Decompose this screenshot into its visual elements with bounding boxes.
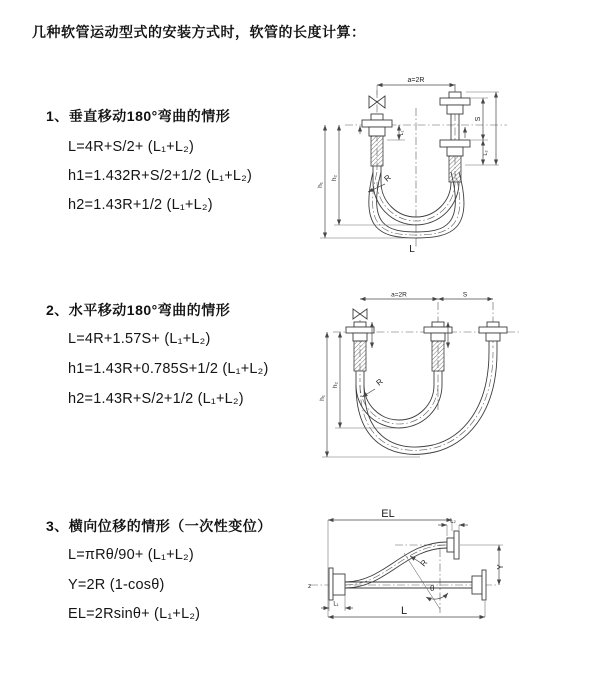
- left-hose-fitting: [346, 322, 374, 385]
- dim-label-s: S: [462, 291, 468, 299]
- radius-label: R: [374, 376, 385, 388]
- radius-label: R: [382, 172, 393, 184]
- dimension-length-l: [328, 601, 485, 617]
- dim-label-y: Y: [496, 564, 505, 570]
- hose-u-bend-position-a: [356, 385, 442, 428]
- section-2-formula-h1: h1=1.43R+0.785S+1/2 (L₁+L₂): [68, 361, 269, 377]
- radius-construction: [404, 553, 448, 609]
- section-3-formula-EL: EL=2Rsinθ+ (L₁+L₂): [68, 606, 201, 622]
- axis-mark-label: z: [308, 583, 312, 590]
- page-title: 几种软管运动型式的安装方式时，软管的长度计算：: [32, 24, 366, 40]
- section-3-formula-L: L=πRθ/90+ (L₁+L₂): [68, 547, 194, 563]
- dimension-l2: [483, 140, 489, 165]
- section-3-heading: 3、横向位移的情形（一次性变位）: [46, 518, 272, 534]
- dim-label-h1: h₁: [319, 395, 326, 401]
- section-2-formula-L: L=4R+1.57S+ (L₁+L₂): [68, 331, 211, 347]
- radius-label: R: [418, 558, 430, 569]
- length-label: L: [409, 244, 415, 255]
- left-flange: [329, 568, 345, 600]
- dimension-el: [328, 508, 452, 617]
- dimension-l2-top: [438, 519, 468, 537]
- angle-label: θ: [430, 584, 435, 593]
- dim-label-h2: h₂: [331, 174, 338, 182]
- dim-label-h1: h₁: [317, 182, 324, 188]
- upper-flange: [447, 531, 459, 559]
- dimension-a2r: [377, 77, 455, 95]
- section-1-formula-h2: h2=1.43R+1/2 (L₁+L₂): [68, 197, 213, 213]
- dim-label-l: L: [400, 605, 408, 617]
- right-hose-fitting-lower: [440, 140, 470, 182]
- dim-label-s: S: [475, 116, 482, 122]
- dim-label-l2-top: L₂: [450, 518, 456, 525]
- right-flange: [472, 570, 486, 600]
- dimension-a2r: [360, 292, 438, 300]
- dim-label-a2r: a=2R: [391, 291, 407, 299]
- section-1-formula-h1: h1=1.432R+S/2+1/2 (L₁+L₂): [68, 168, 253, 184]
- section-3-formula-Y: Y=2R (1-cosθ): [68, 577, 165, 593]
- dimension-stroke-s: [438, 292, 493, 300]
- dim-label-l2: L₂: [483, 150, 489, 156]
- dim-label-a2r: a=2R: [407, 77, 425, 84]
- dim-label-el: EL: [381, 508, 395, 520]
- dimension-l1-bottom: [321, 595, 353, 611]
- section-2-formula-h2: h2=1.43R+S/2+1/2 (L₁+L₂): [68, 391, 244, 407]
- axis-break-mark: [308, 583, 311, 590]
- hose-u-bend-position-b: [356, 352, 497, 454]
- curved-hose-position: [345, 542, 447, 588]
- section-2-heading: 2、水平移动180°弯曲的情形: [46, 302, 231, 318]
- diagram-lateral-displacement: [300, 505, 600, 660]
- diagram-vertical-180-bend: [315, 70, 590, 260]
- section-1-formula-L: L=4R+S/2+ (L₁+L₂): [68, 139, 194, 155]
- valve-icon: [353, 309, 367, 319]
- dimension-h1: [319, 332, 420, 457]
- dim-label-l1-bottom: L₁: [333, 601, 339, 608]
- left-hose-fitting: [362, 114, 392, 182]
- dim-label-l1: L₁: [399, 130, 405, 136]
- dim-label-h2: h₂: [332, 381, 339, 389]
- diagram-horizontal-180-bend: [315, 290, 600, 465]
- section-1-heading: 1、垂直移动180°弯曲的情形: [46, 108, 231, 124]
